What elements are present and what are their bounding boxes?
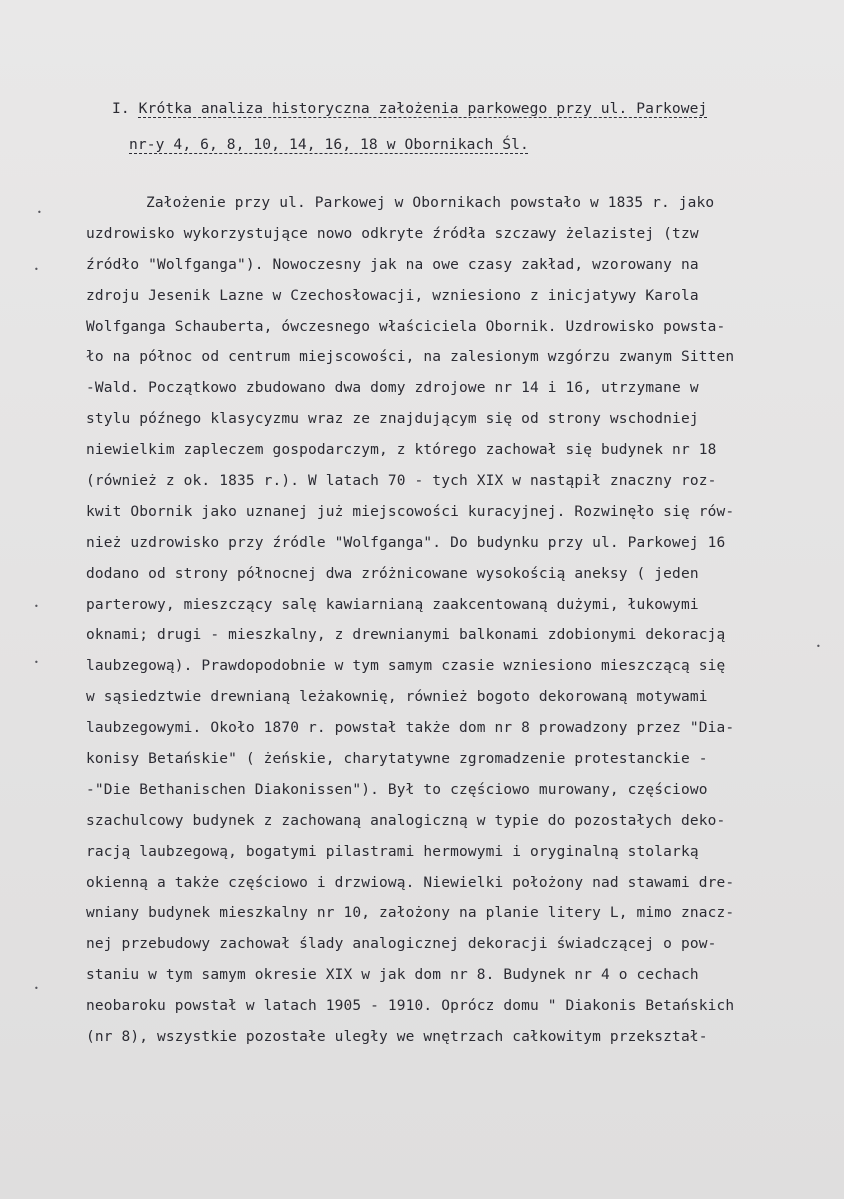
section-number: I.: [112, 100, 130, 117]
body-line: konisy Betańskie" ( żeńskie, charytatywne zgromadzenie protestanckie -: [86, 751, 708, 768]
body-line: nież uzdrowisko przy źródle "Wolfganga". Do budynku przy ul. Parkowej 16: [86, 534, 726, 551]
body-line: źródło "Wolfganga"). Nowoczesny jak na owe czasy zakład, wzorowany na: [86, 256, 699, 273]
body-line: wniany budynek mieszkalny nr 10, założony na planie litery L, mimo znacz-: [86, 905, 735, 922]
body-line: okienną a także częściowo i drzwiową. Niewielki położony nad stawami dre-: [86, 874, 735, 891]
body-line: racją laubzegową, bogatymi pilastrami hermowymi i oryginalną stolarką: [86, 843, 699, 860]
body-line: niewielkim zapleczem gospodarczym, z którego zachował się budynek nr 18: [86, 442, 717, 459]
body-text: [86, 188, 826, 1053]
body-line: szachulcowy budynek z zachowaną analogiczną w typie do pozostałych deko-: [86, 812, 726, 829]
speck-mark: •: [34, 602, 39, 611]
body-line: Wolfganga Schauberta, ówczesnego właściciela Obornik. Uzdrowisko powsta-: [86, 318, 726, 335]
body-line: uzdrowisko wykorzystujące nowo odkryte źródła szczawy żelazistej (tzw: [86, 225, 699, 242]
speck-mark: •: [34, 984, 39, 993]
section-heading: [112, 94, 812, 160]
heading-line-2: [112, 130, 812, 160]
body-line: staniu w tym samym okresie XIX w jak dom nr 8. Budynek nr 4 o cechach: [86, 967, 699, 984]
heading-title-part-1: Krótka analiza historyczna założenia parkowego przy ul. Parkowej: [138, 100, 708, 117]
body-line: parterowy, mieszczący salę kawiarnianą zaakcentowaną dużymi, łukowymi: [86, 596, 699, 613]
body-line: kwit Obornik jako uznanej już miejscowości kuracyjnej. Rozwinęło się rów-: [86, 503, 735, 520]
body-line: laubzegową). Prawdopodobnie w tym samym czasie wzniesiono mieszczącą się: [86, 658, 726, 675]
speck-mark: •: [34, 265, 39, 274]
body-line: Założenie przy ul. Parkowej w Obornikach powstało w 1835 r. jako: [146, 195, 715, 211]
body-line: -"Die Bethanischen Diakonissen"). Był to częściowo murowany, częściowo: [86, 781, 708, 798]
heading-line-1: [112, 94, 812, 124]
body-line: oknami; drugi - mieszkalny, z drewnianymi balkonami zdobionymi dekoracją: [86, 627, 726, 644]
body-line: laubzegowymi. Około 1870 r. powstał także dom nr 8 prowadzony przez "Dia-: [86, 720, 735, 737]
body-line: -Wald. Początkowo zbudowano dwa domy zdrojowe nr 14 i 16, utrzymane w: [86, 380, 699, 397]
body-line: ło na północ od centrum miejscowości, na zalesionym wzgórzu zwanym Sitten: [86, 349, 735, 366]
heading-title-part-2: nr-y 4, 6, 8, 10, 14, 16, 18 w Obornikach Śl.: [129, 136, 529, 153]
body-line: nej przebudowy zachował ślady analogicznej dekoracji świadczącej o pow-: [86, 936, 717, 953]
body-line: zdroju Jesenik Lazne w Czechosłowacji, wzniesiono z inicjatywy Karola: [86, 287, 699, 304]
body-line: (również z ok. 1835 r.). W latach 70 - tych XIX w nastąpił znaczny roz-: [86, 473, 717, 490]
body-line: (nr 8), wszystkie pozostałe uległy we wnętrzach całkowitym przekształ-: [86, 1029, 708, 1046]
body-line: stylu późnego klasycyzmu wraz ze znajdującym się od strony wschodniej: [86, 411, 699, 428]
body-line: w sąsiedztwie drewnianą leżakownię, również bogoto dekorowaną motywami: [86, 689, 708, 706]
speck-mark: •: [37, 208, 42, 217]
body-line: neobaroku powstał w latach 1905 - 1910. Oprócz domu " Diakonis Betańskich: [86, 998, 735, 1015]
speck-mark: •: [34, 658, 39, 667]
body-line: dodano od strony północnej dwa zróżnicowane wysokością aneksy ( jeden: [86, 565, 699, 582]
speck-mark: •: [816, 642, 821, 651]
